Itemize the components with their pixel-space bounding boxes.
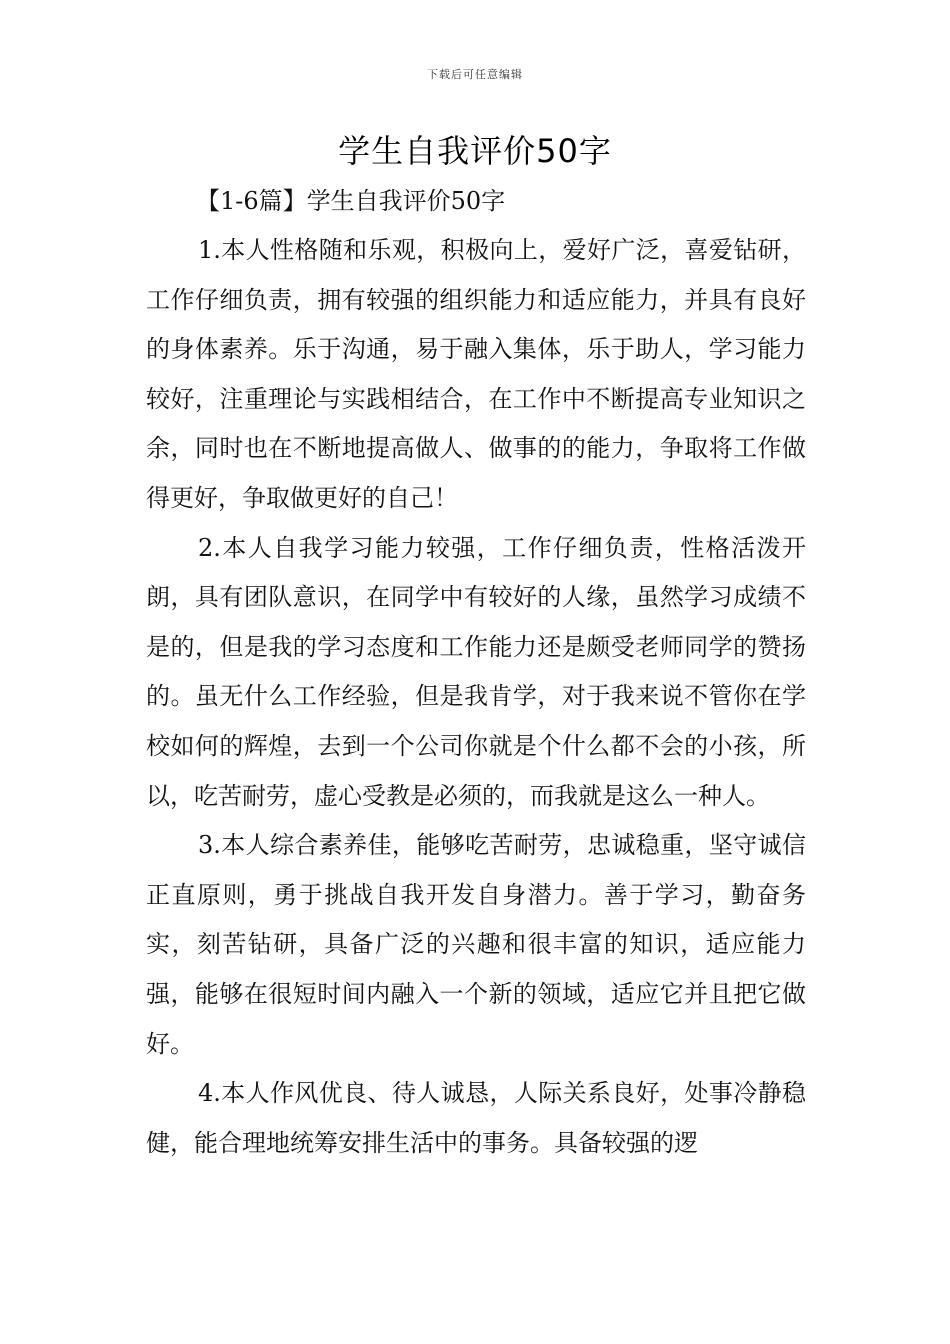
document-body <box>146 176 806 1168</box>
document-subtitle: 【1-6篇】学生自我评价50字 <box>196 187 506 215</box>
paragraph-3: 3.本人综合素养佳，能够吃苦耐劳，忠诚稳重，坚守诚信正直原则，勇于挑战自我开发自身潜力。善于学习，勤奋务实，刻苦钻研，具备广泛的兴趣和很丰富的知识，适应能力强，能够在很短时间内融入一个新的领域，适应它并且把它做好。 <box>146 831 806 1058</box>
paragraph-4: 4.本人作风优良、待人诚恳，人际关系良好，处事冷静稳健，能合理地统筹安排生活中的事务。具备较强的逻 <box>146 1079 806 1157</box>
document-title: 学生自我评价50字 <box>338 132 612 170</box>
paragraph-2: 2.本人自我学习能力较强，工作仔细负责，性格活泼开朗，具有团队意识，在同学中有较好的人缘，虽然学习成绩不是的，但是我的学习态度和工作能力还是颇受老师同学的赞扬的。虽无什么工作经验，但是我肯学，对于我来说不管你在学校如何的辉煌，去到一个公司你就是个什么都不会的小孩，所以，吃苦耐劳，虚心受教是必须的，而我就是这么一种人。 <box>146 533 806 810</box>
header-note: 下载后可任意编辑 <box>427 68 523 81</box>
paragraph-1: 1.本人性格随和乐观，积极向上，爱好广泛，喜爱钻研，工作仔细负责，拥有较强的组织能力和适应能力，并具有良好的身体素养。乐于沟通，易于融入集体，乐于助人，学习能力较好，注重理论与实践相结合，在工作中不断提高专业知识之余，同时也在不断地提高做人、做事的的能力，争取将工作做得更好，争取做更好的自己！ <box>146 236 806 512</box>
